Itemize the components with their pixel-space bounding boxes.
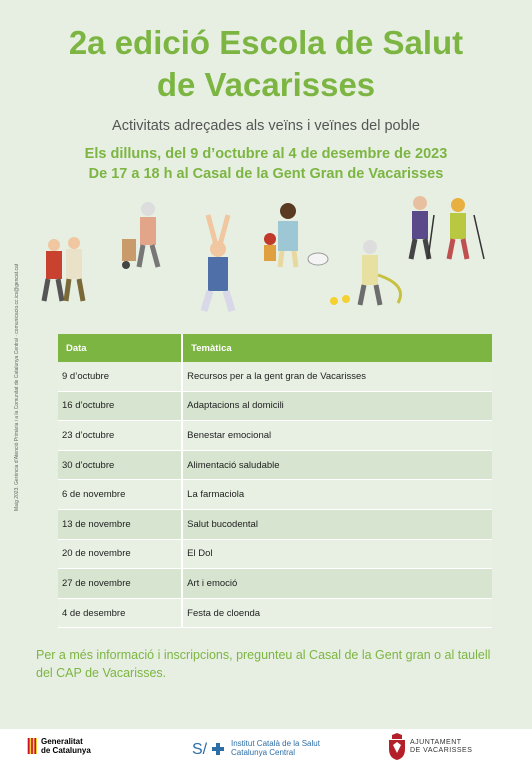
topic-cell: Alimentació saludable [182,450,492,480]
table-row [58,391,492,421]
table-row [58,509,492,539]
ics-line2: Catalunya Central [231,748,296,757]
ics-line1: Institut Català de la Salut [231,739,320,748]
nordic-walkers-figure [411,196,484,259]
generalitat-logo [27,737,91,755]
senyera-icon [27,738,37,754]
topic-cell: Benestar emocional [182,421,492,451]
date-cell: 20 de novembre [58,539,182,569]
date-cell: 27 de novembre [58,569,182,599]
table-row [58,362,492,391]
date-cell: 13 de novembre [58,509,182,539]
table-row [58,450,492,480]
ajuntament-line1: AJUNTAMENT [410,739,462,746]
date-cell: 9 d’octubre [58,362,182,391]
svg-text:S/: S/ [192,741,208,757]
ajuntament-logo [388,733,472,761]
table-row [58,598,492,628]
topic-cell: La farmaciola [182,480,492,510]
side-credit: Maig 2023. Gerència d’Atenció Primària i a la Comunitat de Catalunya Central · comunicacio.cc.ics@gencat.cat [14,263,20,511]
date-cell: 16 d’octubre [58,391,182,421]
page-title-line2: de Vacarisses [156,66,376,103]
table-row [58,569,492,599]
header-tematica: Temàtica [182,334,492,362]
walking-couple-figure [44,237,83,301]
ajuntament-line2: DE VACARISSES [410,747,473,754]
dates-line2: De 17 a 18 h al Casal de la Gent Gran de Vacarisses [88,166,444,182]
woman-child-dog-figure [264,203,328,267]
topic-cell: Art i emoció [182,569,492,599]
gardener-figure [330,240,401,305]
info-text: Per a més informació i inscripcions, pregunteu al Casal de la Gent gran o al taulell del CAP de Vacarisses. [36,648,491,680]
topic-cell: Adaptacions al domicili [182,391,492,421]
ics-mark-icon [192,739,228,757]
elderly-activities-illustration [30,195,510,320]
vacarisses-shield-icon [388,733,406,761]
generalitat-line1: Generalitat [41,737,83,746]
topic-cell: Festa de cloenda [182,598,492,628]
table-row [58,480,492,510]
header-data: Data [58,334,182,362]
subtitle: Activitats adreçades als veïns i veïnes del poble [112,118,420,134]
page-title-line1: 2a edició Escola de Salut [68,24,464,61]
ics-logo [192,739,320,757]
date-cell: 23 d’octubre [58,421,182,451]
topic-cell: Salut bucodental [182,509,492,539]
schedule-table [58,334,492,628]
topic-cell: Recursos per a la gent gran de Vacarisses [182,362,492,391]
footer-logos [0,729,532,768]
topic-cell: El Dol [182,539,492,569]
trolley-figure [122,202,158,269]
generalitat-line2: de Catalunya [41,746,91,755]
date-cell: 6 de novembre [58,480,182,510]
table-row [58,539,492,569]
date-cell: 30 d’octubre [58,450,182,480]
stretching-figure [204,215,232,311]
table-header-row [58,334,492,362]
dates-line1: Els dilluns, del 9 d’octubre al 4 de desembre de 2023 [84,146,448,162]
table-row [58,421,492,451]
date-cell: 4 de desembre [58,598,182,628]
